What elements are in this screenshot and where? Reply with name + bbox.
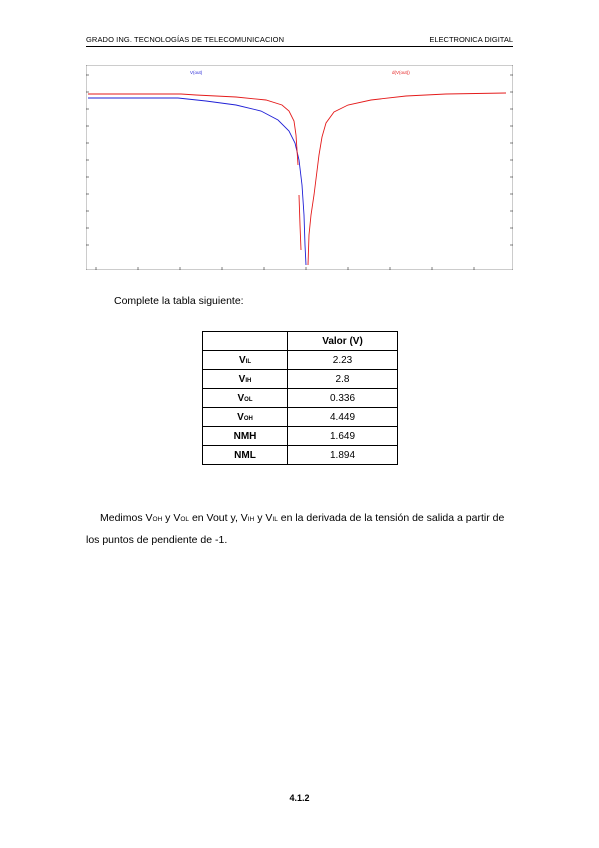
row-label: NML xyxy=(203,446,288,465)
row-value: 1.894 xyxy=(288,446,398,465)
row-label: VIL xyxy=(203,351,288,370)
table-row xyxy=(203,389,398,408)
table-row xyxy=(203,427,398,446)
row-value: 4.449 xyxy=(288,408,398,427)
simulation-plot xyxy=(86,65,513,270)
row-label: VIH xyxy=(203,370,288,389)
header-right: ELECTRONICA DIGITAL xyxy=(429,35,513,44)
row-value: 0.336 xyxy=(288,389,398,408)
left-axis-ticks xyxy=(86,75,89,245)
header-left: GRADO ING. TECNOLOGÍAS DE TELECOMUNICACION xyxy=(86,35,285,44)
series-label-vout: V(out) xyxy=(190,70,203,75)
row-label: VOH xyxy=(203,408,288,427)
intro-text: Complete la tabla siguiente: xyxy=(114,295,244,307)
explanation-paragraph: Medimos VOH y VOL en Vout y, VIH y VIL en la derivada de la tensión de salida a partir de los puntos de pendiente de -1. xyxy=(86,512,505,546)
table-row xyxy=(203,446,398,465)
vout-curve xyxy=(88,98,306,265)
right-axis-ticks xyxy=(510,75,513,245)
table-row xyxy=(203,351,398,370)
row-label: VOL xyxy=(203,389,288,408)
bottom-axis-ticks xyxy=(96,267,474,270)
dvout-curve xyxy=(88,93,506,265)
page-number: 4.1.2 xyxy=(289,793,310,803)
table-row xyxy=(203,370,398,389)
results-table xyxy=(202,331,398,465)
row-value: 2.23 xyxy=(288,351,398,370)
row-value: 1.649 xyxy=(288,427,398,446)
table-row xyxy=(203,408,398,427)
table-corner-cell xyxy=(203,332,288,351)
header-rule xyxy=(86,46,513,47)
table-header-value: Valor (V) xyxy=(288,332,398,351)
row-label: NMH xyxy=(203,427,288,446)
table-header-row xyxy=(203,332,398,351)
series-label-dvout: d(V(out)) xyxy=(392,70,410,75)
row-value: 2.8 xyxy=(288,370,398,389)
